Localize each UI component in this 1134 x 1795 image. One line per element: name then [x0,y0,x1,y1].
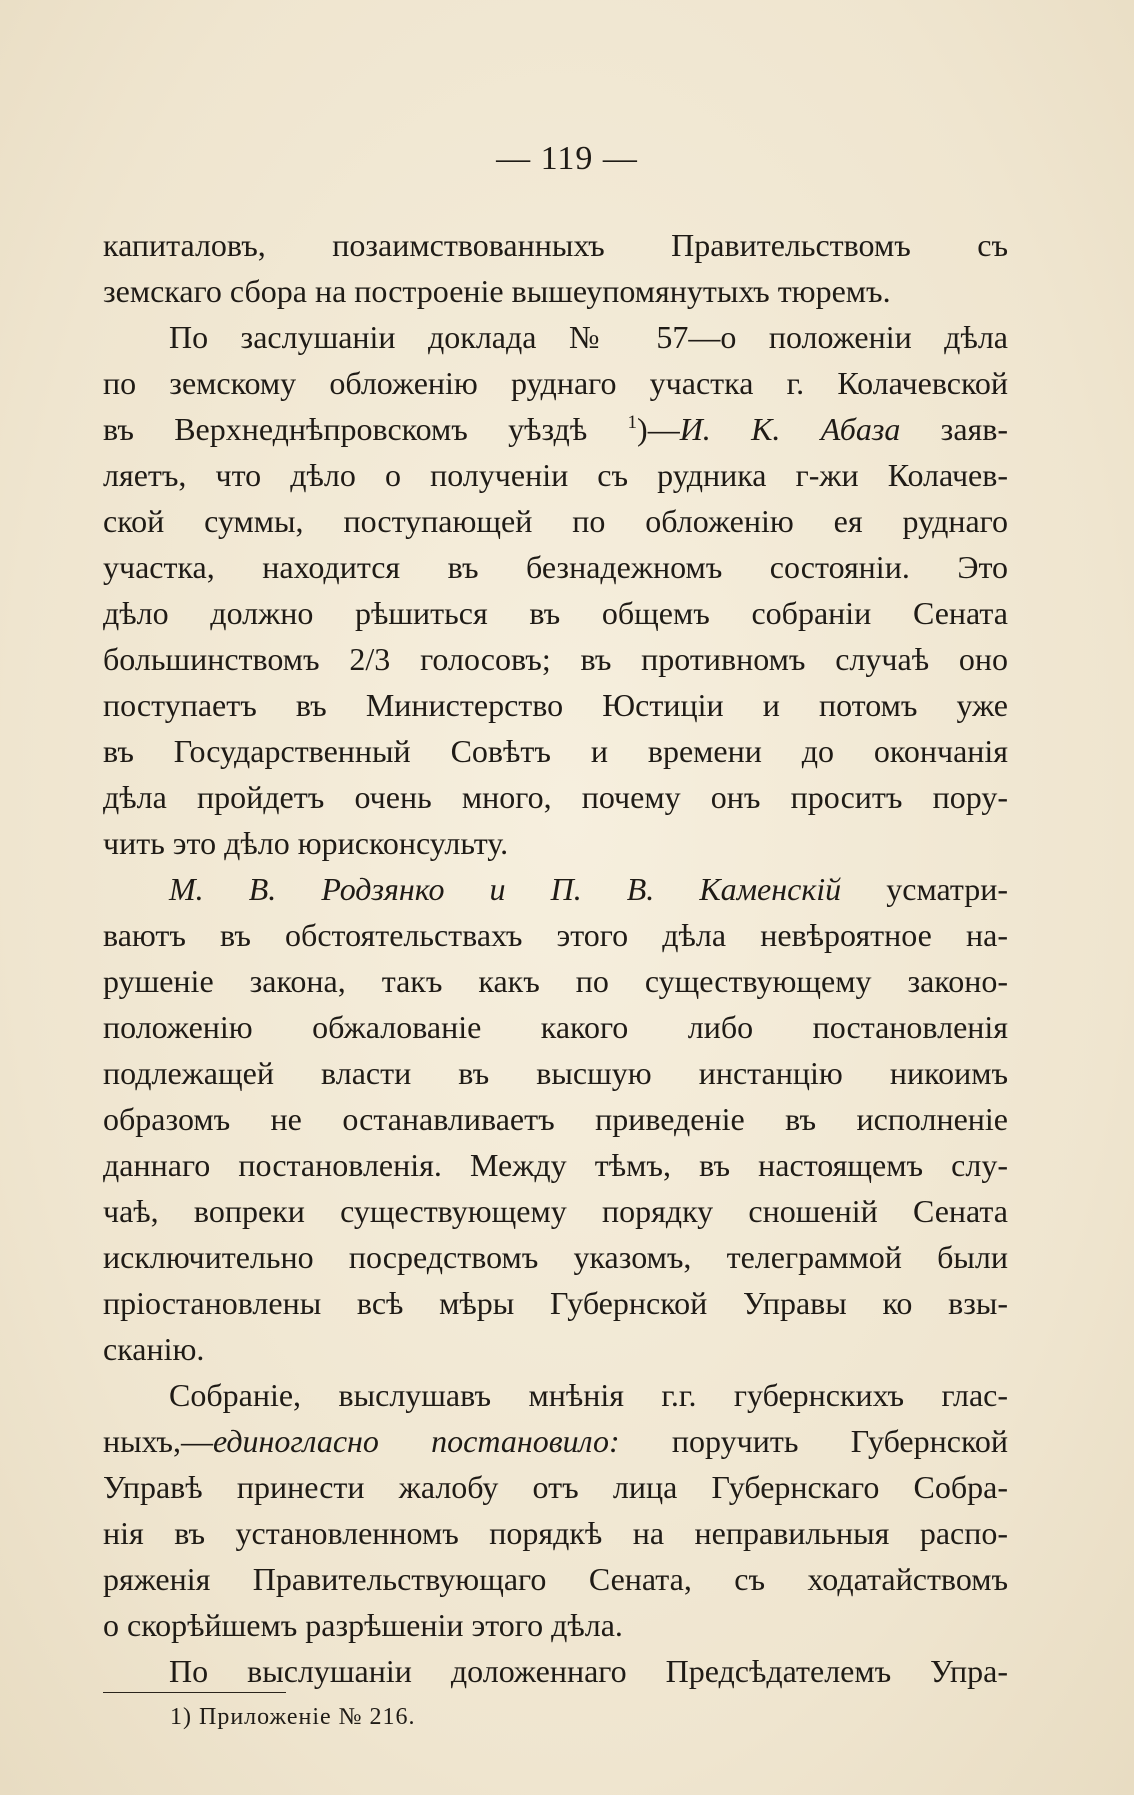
text-line: участка, находится въ безнадежномъ состояніи. Это [103,549,1008,585]
text-line: въ Государственный Совѣтъ и времени до окончанія [103,733,1008,769]
text-line: ляетъ, что дѣло о полученіи съ рудника г-жи Колачев- [103,457,1008,493]
text-line: По выслушаніи доложеннаго Предсѣдателемъ Упра- [169,1653,1008,1689]
text-line [103,866,1008,912]
text-line: образомъ не останавливаетъ приведеніе въ исполненіе [103,1101,1008,1137]
text-line: ваютъ въ обстоятельствахъ этого дѣла невѣроятное на- [103,917,1008,953]
text-line: ской суммы, поступающей по обложенію ея руднаго [103,503,1008,539]
text-line: даннаго постановленія. Между тѣмъ, въ настоящемъ слу- [103,1147,1008,1183]
text-line: ряженія Правительствующаго Сената, съ ходатайствомъ [103,1561,1008,1597]
text-line: по земскому обложенію руднаго участка г. Колачевской [103,365,1008,401]
text-line: чаѣ, вопреки существующему порядку сношеній Сената [103,1193,1008,1229]
text-line: сканію. [103,1331,205,1367]
text-line: подлежащей власти въ высшую инстанцію никоимъ [103,1055,1008,1091]
text-line: поступаетъ въ Министерство Юстиціи и потомъ уже [103,687,1008,723]
text-line: дѣла пройдетъ очень много, почему онъ проситъ пору- [103,779,1008,815]
speaker-names: М. В. Родзянко и П. В. Каменскій [169,871,842,907]
footnote [170,1704,416,1731]
text-line [103,1418,1008,1464]
resolution-phrase: единогласно постановило: [212,1423,620,1459]
text-line: нія въ установленномъ порядкѣ на неправильныя распо- [103,1515,1008,1551]
text-line [103,406,1008,452]
speaker-name: И. К. Абаза [679,411,901,447]
text-line: дѣло должно рѣшиться въ общемъ собраніи Сената [103,595,1008,631]
text-line: пріостановлены всѣ мѣры Губернской Управы ко взы- [103,1285,1008,1321]
text-segment: въ Верхнеднѣпровскомъ уѣздѣ [103,411,628,447]
footnote-text: Приложеніе № 216. [199,1704,416,1730]
page-number: — 119 — [496,140,638,177]
text-line: о скорѣйшемъ разрѣшеніи этого дѣла. [103,1607,623,1643]
text-line: По заслушаніи доклада № 57—о положеніи дѣла [169,319,1008,355]
text-line: капиталовъ, позаимствованныхъ Правительствомъ съ [103,227,1008,263]
text-segment: )— [637,411,680,447]
text-line: земскаго сбора на построеніе вышеупомянутыхъ тюремъ. [103,273,891,309]
text-line: положенію обжалованіе какого либо постановленія [103,1009,1008,1045]
text-line: Собраніе, выслушавъ мнѣнія г.г. губернскихъ глас- [169,1377,1008,1413]
body-text [103,222,1008,1694]
text-line: большинствомъ 2/3 голосовъ; въ противномъ случаѣ оно [103,641,1008,677]
text-segment: ныхъ,— [103,1423,213,1459]
text-line: Управѣ принести жалобу отъ лица Губернскаго Собра- [103,1469,1008,1505]
text-segment: заяв- [900,411,1008,447]
text-segment: усматри- [841,871,1009,907]
text-line: рушеніе закона, такъ какъ по существующему законо- [103,963,1008,999]
footnote-divider [103,1692,286,1693]
text-segment: поручить Губернской [619,1423,1009,1459]
footnote-marker: 1) [170,1704,192,1730]
footnote-reference: 1 [627,412,638,433]
text-line: чить это дѣло юрисконсульту. [103,825,509,861]
text-line: исключительно посредствомъ указомъ, телеграммой были [103,1239,1008,1275]
